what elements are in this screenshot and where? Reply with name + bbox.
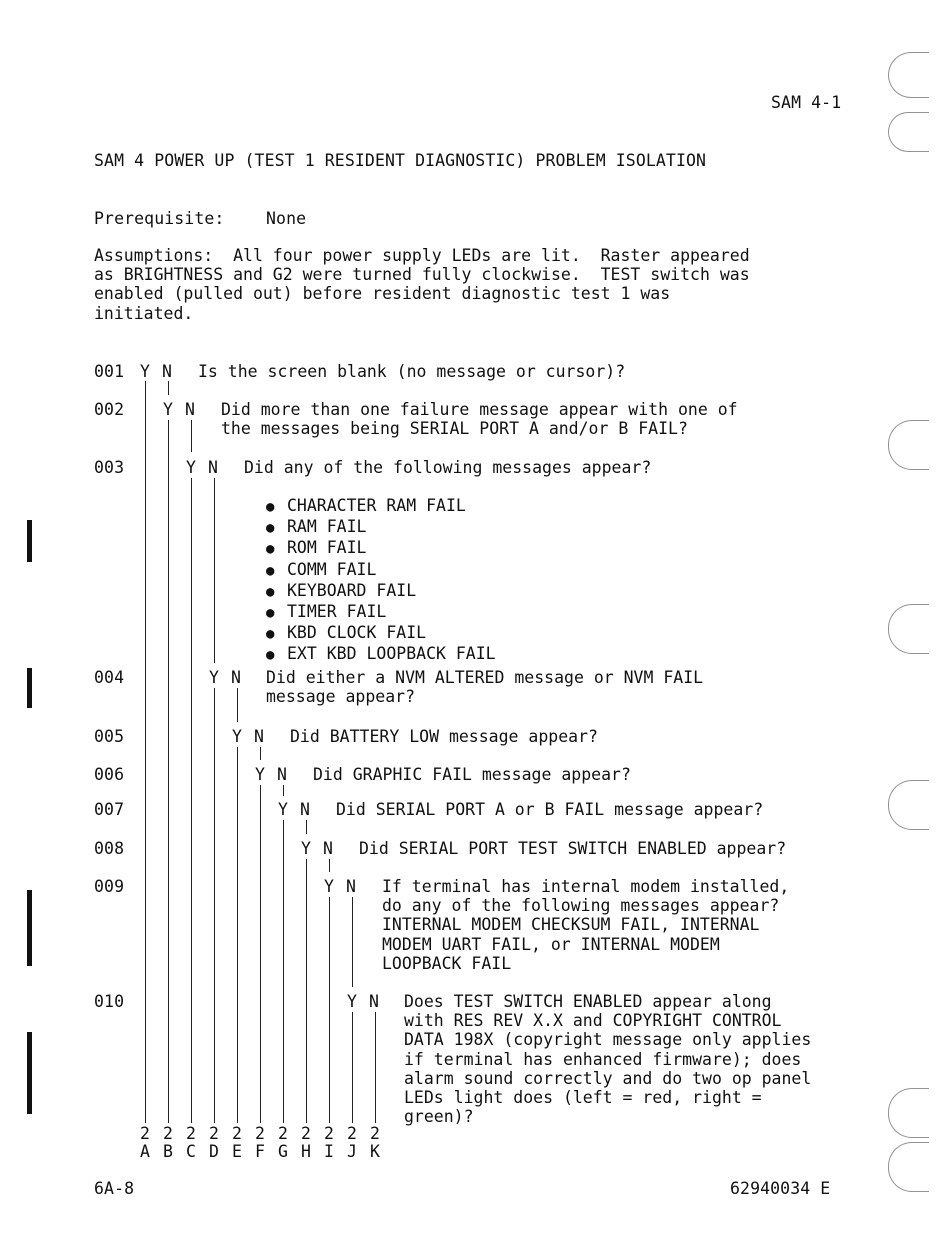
column-number: 2 xyxy=(186,1124,196,1143)
question-text: Is the screen blank (no message or cursor)? xyxy=(198,362,626,381)
connector-line xyxy=(352,897,353,987)
yes-marker: Y xyxy=(163,400,173,419)
binder-hole xyxy=(888,604,929,654)
branch-line xyxy=(352,1012,353,1123)
binder-hole xyxy=(888,1142,929,1192)
branch-line xyxy=(375,1012,376,1123)
message-list-item: ● TIMER FAIL xyxy=(266,602,496,623)
column-letter: F xyxy=(255,1142,265,1161)
no-marker: N xyxy=(369,992,379,1011)
question-text: Did SERIAL PORT TEST SWITCH ENABLED appear? xyxy=(359,839,787,858)
step-number: 010 xyxy=(94,992,125,1011)
step-number: 005 xyxy=(94,727,125,746)
column-number: 2 xyxy=(301,1124,311,1143)
no-marker: N xyxy=(185,400,195,419)
yes-marker: Y xyxy=(255,765,265,784)
message-list-item: ● ROM FAIL xyxy=(266,538,496,559)
assumptions-text: Assumptions: All four power supply LEDs are lit. Raster appeared as BRIGHTNESS and G2 were turned fully clockwise. TEST switch was enabled (pulled out) before resident diagnostic test 1 was initiated. xyxy=(94,246,750,323)
binder-hole xyxy=(888,780,929,830)
column-letter: K xyxy=(370,1142,380,1161)
question-text: Does TEST SWITCH ENABLED appear along with RES REV X.X and COPYRIGHT CONTROL DATA 198X (copyright message only applies if terminal has enhanced firmware); does alarm sound correctly and do two op panel LEDs light does (left = red, right = green)? xyxy=(404,992,812,1127)
connector-line xyxy=(214,478,215,663)
message-list-item: ● RAM FAIL xyxy=(266,517,496,538)
question-text: Did any of the following messages appear? xyxy=(244,458,652,477)
step-number: 009 xyxy=(94,877,125,896)
yes-marker: Y xyxy=(232,727,242,746)
column-letter: G xyxy=(278,1142,288,1161)
question-text: Did more than one failure message appear with one of the messages being SERIAL PORT A and/or B FAIL? xyxy=(221,400,738,439)
question-text: Did BATTERY LOW message appear? xyxy=(290,727,598,746)
no-marker: N xyxy=(300,800,310,819)
connector-line xyxy=(329,859,330,872)
connector-line xyxy=(168,381,169,395)
yes-marker: Y xyxy=(140,362,150,381)
connector-line xyxy=(191,420,192,452)
step-number: 003 xyxy=(94,458,125,477)
prerequisite-value: None xyxy=(266,209,307,228)
message-list-item: ● KBD CLOCK FAIL xyxy=(266,623,496,644)
column-letter: B xyxy=(163,1142,173,1161)
column-number: 2 xyxy=(370,1124,380,1143)
page-reference: SAM 4-1 xyxy=(771,93,842,112)
branch-line xyxy=(283,820,284,1123)
step-number: 001 xyxy=(94,362,125,381)
question-text: If terminal has internal modem installed, do any of the following messages appear? INTERNAL MODEM CHECKSUM FAIL, INTERNAL MODEM UART FAIL, or INTERNAL MODEM LOOPBACK FAIL xyxy=(382,877,790,973)
step-number: 002 xyxy=(94,400,125,419)
column-letter: C xyxy=(186,1142,196,1161)
no-marker: N xyxy=(208,458,218,477)
column-letter: J xyxy=(347,1142,357,1161)
yes-marker: Y xyxy=(278,800,288,819)
connector-line xyxy=(306,820,307,834)
message-list-item: ● KEYBOARD FAIL xyxy=(266,581,496,602)
column-number: 2 xyxy=(347,1124,357,1143)
connector-line xyxy=(283,785,284,796)
change-bar xyxy=(27,520,32,562)
branch-line xyxy=(145,381,146,1123)
prerequisite-label: Prerequisite: xyxy=(94,209,225,228)
step-number: 007 xyxy=(94,800,125,819)
change-bar xyxy=(27,668,32,708)
footer-document-number: 62940034 E xyxy=(730,1179,831,1198)
binder-hole xyxy=(888,1088,929,1138)
no-marker: N xyxy=(323,839,333,858)
footer-page-number: 6A-8 xyxy=(94,1179,135,1198)
column-number: 2 xyxy=(324,1124,334,1143)
message-list-item: ● CHARACTER RAM FAIL xyxy=(266,496,496,517)
binder-hole xyxy=(888,52,929,98)
message-list-item: ● COMM FAIL xyxy=(266,560,496,581)
step-number: 008 xyxy=(94,839,125,858)
column-letter: H xyxy=(301,1142,311,1161)
branch-line xyxy=(237,747,238,1123)
column-letter: D xyxy=(209,1142,219,1161)
connector-line xyxy=(260,747,261,760)
branch-line xyxy=(168,420,169,1123)
column-number: 2 xyxy=(140,1124,150,1143)
column-number: 2 xyxy=(278,1124,288,1143)
branch-line xyxy=(191,478,192,1123)
question-text: Did GRAPHIC FAIL message appear? xyxy=(313,765,631,784)
column-number: 2 xyxy=(163,1124,173,1143)
branch-line xyxy=(329,897,330,1123)
branch-line xyxy=(260,785,261,1123)
column-number: 2 xyxy=(255,1124,265,1143)
page-title: SAM 4 POWER UP (TEST 1 RESIDENT DIAGNOSTIC) PROBLEM ISOLATION xyxy=(94,151,707,170)
no-marker: N xyxy=(277,765,287,784)
column-number: 2 xyxy=(209,1124,219,1143)
branch-line xyxy=(214,688,215,1123)
binder-hole xyxy=(888,420,929,470)
no-marker: N xyxy=(254,727,264,746)
connector-line xyxy=(237,688,238,722)
change-bar xyxy=(27,1032,32,1114)
no-marker: N xyxy=(231,668,241,687)
column-letter: A xyxy=(140,1142,150,1161)
question-text: Did either a NVM ALTERED message or NVM FAIL message appear? xyxy=(266,668,704,707)
no-marker: N xyxy=(162,362,172,381)
yes-marker: Y xyxy=(209,668,219,687)
no-marker: N xyxy=(346,877,356,896)
binder-hole xyxy=(888,112,929,152)
column-letter: I xyxy=(324,1142,334,1161)
message-list-item: ● EXT KBD LOOPBACK FAIL xyxy=(266,644,496,665)
yes-marker: Y xyxy=(301,839,311,858)
question-text: Did SERIAL PORT A or B FAIL message appear? xyxy=(336,800,764,819)
step-number: 004 xyxy=(94,668,125,687)
change-bar xyxy=(27,890,32,966)
yes-marker: Y xyxy=(186,458,196,477)
column-number: 2 xyxy=(232,1124,242,1143)
column-letter: E xyxy=(232,1142,242,1161)
message-list xyxy=(266,496,496,666)
yes-marker: Y xyxy=(324,877,334,896)
branch-line xyxy=(306,859,307,1123)
step-number: 006 xyxy=(94,765,125,784)
yes-marker: Y xyxy=(347,992,357,1011)
